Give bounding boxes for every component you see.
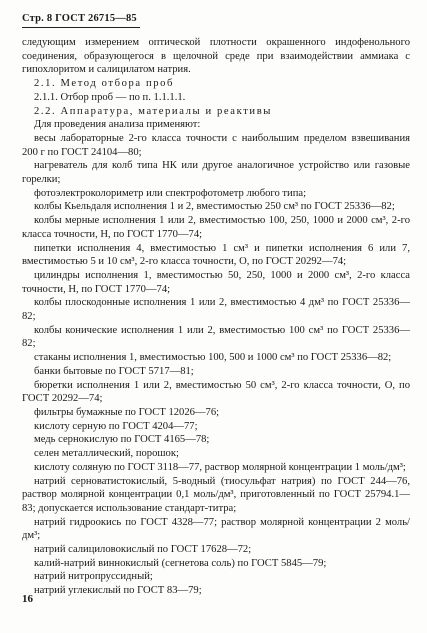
list-item: пипетки исполнения 4, вместимостью 1 см³ и пипетки исполнения 6 или 7, вместимостью 5 и 10 см³, 2-го класса точности, О, по ГОСТ 20292—74;	[22, 242, 410, 268]
list-item: натрий гидроокись по ГОСТ 4328—77; раствор молярной концентрации 2 моль/дм³;	[22, 516, 410, 542]
list-item: селен металлический, порошок;	[34, 448, 179, 460]
list-item: колбы Кьельдаля исполнения 1 и 2, вместимостью 250 см³ по ГОСТ 25336—82;	[34, 201, 395, 213]
list-item: нагреватель для колб типа НК или другое аналогичное устройство или газовые горелки;	[22, 160, 410, 186]
list-item: натрий нитропруссидный;	[34, 571, 153, 583]
paragraph: Для проведения анализа применяют:	[34, 119, 201, 131]
list-item: стаканы исполнения 1, вместимостью 100, 500 и 1000 см³ по ГОСТ 25336—82;	[34, 352, 392, 364]
page-number: 16	[22, 593, 33, 605]
list-item: фотоэлектроколориметр или спектрофотометр любого типа;	[34, 187, 307, 199]
section-heading: 2.1. Метод отбора проб	[34, 78, 175, 90]
list-item: натрий салициловокислый по ГОСТ 17628—72;	[34, 544, 252, 556]
list-item: колбы плоскодонные исполнения 1 или 2, вместимостью 4 дм³ по ГОСТ 25336—82;	[22, 297, 410, 323]
list-item: кислоту соляную по ГОСТ 3118—77, раствор молярной концентрации 1 моль/дм³;	[34, 461, 406, 473]
list-item: весы лабораторные 2-го класса точности с наибольшим пределом взвешивания 200 г по ГОСТ 24104—80;	[22, 132, 410, 158]
document-body	[22, 36, 410, 598]
list-item: натрий углекислый по ГОСТ 83—79;	[34, 585, 202, 597]
paragraph: 2.1.1. Отбор проб — по п. 1.1.1.1.	[34, 91, 186, 103]
list-item: бюретки исполнения 1 или 2, вместимостью 50 см³, 2-го класса точности, О, по ГОСТ 20292—74;	[22, 379, 410, 405]
page-header: Стр. 8 ГОСТ 26715—85	[22, 13, 137, 24]
list-item: фильтры бумажные по ГОСТ 12026—76;	[34, 406, 220, 418]
list-item: кислоту серную по ГОСТ 4204—77;	[34, 420, 198, 432]
header-rule	[22, 27, 140, 28]
list-item: колбы мерные исполнения 1 или 2, вместимостью 100, 250, 1000 и 2000 см³, 2-го класса точности, Н, по ГОСТ 1770—74;	[22, 215, 410, 240]
list-item: цилиндры исполнения 1, вместимостью 50, 250, 1000 и 2000 см³, 2-го класса точности, Н, по ГОСТ 1770—74;	[22, 269, 410, 295]
paragraph: следующим измерением оптической плотности окрашенного индофенольного соединения, образующегося в щелочной среде при взаимодействии аммиака с гипохлоритом и салицилатом натрия.	[22, 37, 410, 76]
list-item: калий-натрий виннокислый (сегнетова соль) по ГОСТ 5845—79;	[34, 557, 327, 569]
list-item: колбы конические исполнения 1 или 2, вместимостью 100 см³ по ГОСТ 25336—82;	[22, 324, 410, 350]
list-item: натрий серноватистокислый, 5-водный (тиосульфат натрия) по ГОСТ 244—76, раствор молярной концентрации 0,1 моль/дм³, приготовленный по ГОСТ 25794.1—83; допускается использование стандарт-титра;	[22, 475, 410, 514]
list-item: банки бытовые по ГОСТ 5717—81;	[34, 365, 194, 377]
list-item: медь сернокислую по ГОСТ 4165—78;	[34, 434, 210, 446]
section-heading: 2.2. Аппаратура, материалы и реактивы	[34, 105, 273, 117]
